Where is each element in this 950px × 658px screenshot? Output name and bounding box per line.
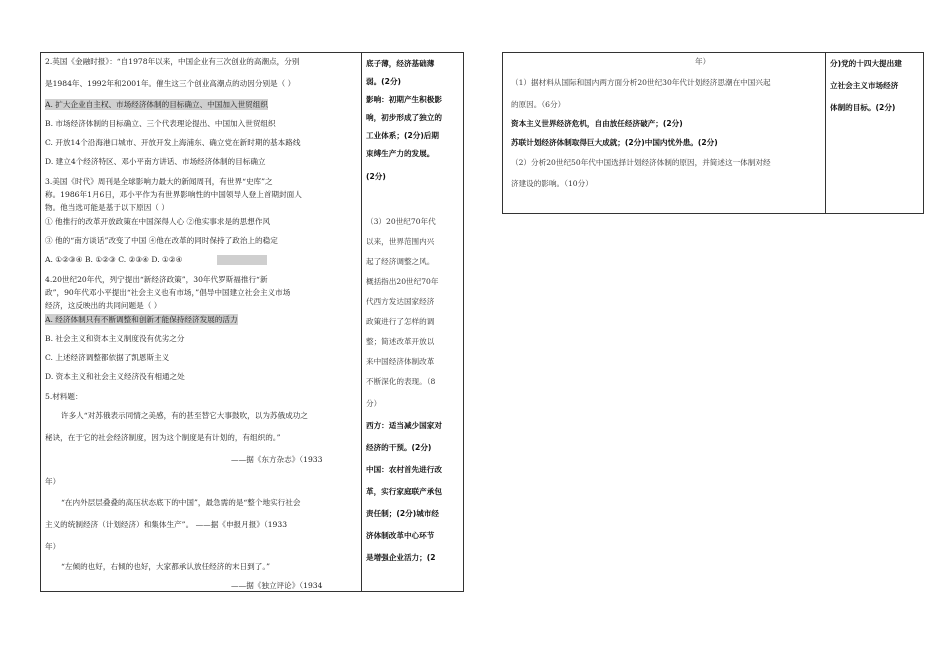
option-line: C. 开放14个沿海港口城市、开放开发上海浦东、确立党在新时期的基本路线 — [45, 138, 301, 147]
answer-line: 中国：农村首先进行改 — [366, 465, 442, 474]
question-line: 物。他当选可能是基于以下原因（ ） — [45, 203, 169, 212]
question-line: 经济，这反映出的共同问题是（ ） — [45, 301, 162, 310]
source-line: 年） — [45, 477, 61, 486]
answer-line: 响，初步形成了独立的 — [366, 113, 442, 122]
source-line: ——据《独立评论》（1934 — [231, 581, 323, 590]
question-line: （1）据材料从国际和国内两方面分析20世纪30年代计划经济思潮在中国兴起 — [511, 78, 771, 87]
question-line: ③ 他的“南方谈话”改变了中国 ④他在改革的同时保持了政治上的稳定 — [45, 236, 278, 245]
question-line: 4.20世纪20年代，列宁提出“新经济政策”，30年代罗斯福推行“新 — [45, 275, 268, 284]
question-line: 济建设的影响。（10分） — [511, 179, 593, 188]
highlighted-option: A. 扩大企业自主权、市场经济体制的目标确立、中国加入世贸组织 — [45, 100, 268, 109]
answer-line: 分)党的十四大提出建 — [830, 59, 902, 68]
question-line: （3）20世纪70年代 — [366, 217, 436, 226]
material-line: 秘诀，在于它的社会经济制度，因为这个制度是有计划的，有组织的。” — [45, 433, 281, 442]
material-line: 主义的统制经济（计划经济）和集体生产”。 ——据《申报月报》（1933 — [45, 520, 288, 529]
question-line: 5.材料题： — [45, 392, 83, 401]
option-line: B. 社会主义和资本主义制度没有优劣之分 — [45, 334, 185, 343]
option-line: D. 资本主义和社会主义经济没有相通之处 — [45, 372, 185, 381]
question-line: 是1984年、1992年和2001年。催生这三个创业高潮点的动因分别是（ ） — [45, 79, 296, 88]
left-table — [40, 52, 464, 592]
answer-line: 弱。(2分) — [366, 77, 402, 86]
answer-line: 是增强企业活力；(2 — [366, 553, 436, 562]
question-line: 分） — [366, 399, 382, 408]
source-line: 年） — [695, 57, 711, 66]
option-line: A. ①②③④ B. ①②③ C. ②③④ D. ①②④ — [45, 255, 183, 264]
answer-line: (2分) — [366, 172, 386, 181]
question-line: 概括指出20世纪70年 — [366, 277, 439, 286]
source-line: ——据《东方杂志》（1933 — [231, 455, 323, 464]
answer-line: 西方：适当减少国家对 — [366, 421, 442, 430]
answer-line: 工业体系；(2分)后期 — [366, 131, 439, 140]
right-question-column — [503, 53, 825, 213]
answer-line: 责任制；(2分)城市经 — [366, 509, 439, 518]
answer-line: 束缚生产力的发展。 — [366, 149, 435, 158]
answer-line: 经济的干预。(2分) — [366, 443, 432, 452]
answer-line: 底子薄，经济基础薄 — [366, 59, 435, 68]
question-line: 来中国经济体制改革 — [366, 357, 435, 366]
question-line: ① 他推行的改革开放政策在中国深得人心 ②他实事求是的思想作风 — [45, 217, 271, 226]
answer-line: 苏联计划经济体制取得巨大成就；(2分)中国内忧外患。(2分) — [511, 138, 718, 147]
question-line: 称。1986年1月6日，邓小平作为有世界影响性的中国领导人登上首期封面人 — [45, 190, 302, 199]
material-line: “左倾的也好，右倾的也好，大家都承认放任经济的末日到了。” — [61, 562, 270, 571]
question-line: 起了经济调整之风。 — [366, 257, 435, 266]
question-line: 不断深化的表现。（8 — [366, 377, 436, 386]
option-line: D. 建立4个经济特区、邓小平南方讲话、市场经济体制的目标确立 — [45, 157, 266, 166]
answer-line: 体制的目标。(2分) — [830, 103, 896, 112]
answer-column — [362, 53, 465, 591]
question-line: 3.美国《时代》周刊是全球影响力最大的新闻周刊，有世界“史库”之 — [45, 177, 273, 186]
question-line: 政策进行了怎样的调 — [366, 317, 435, 326]
source-line: 年） — [45, 542, 61, 551]
answer-highlight — [217, 255, 267, 265]
answer-line: 济体制改革中心环节 — [366, 531, 435, 540]
right-answer-column — [826, 53, 925, 213]
answer-line: 立社会主义市场经济 — [830, 81, 899, 90]
answer-line: 革，实行家庭联产承包 — [366, 487, 442, 496]
question-line: 代西方发达国家经济 — [366, 297, 435, 306]
answer-line: 资本主义世界经济危机，自由放任经济破产；(2分) — [511, 119, 683, 128]
material-line: “在内外层层叠叠的高压状态底下的中国”，最急需的是“整个地实行社会 — [61, 498, 301, 507]
option-line: B. 市场经济体制的目标确立、三个代表理论提出、中国加入世贸组织 — [45, 119, 276, 128]
question-line: （2）分析20世纪50年代中国选择计划经济体制的原因，并简述这一体制对经 — [511, 158, 771, 167]
answer-line: 影响：初期产生积极影 — [366, 95, 442, 104]
material-line: 许多人“对苏俄表示同情之美感，有的甚至替它大事鼓吹，以为苏俄成功之 — [61, 411, 308, 420]
option-line: C. 上述经济调整都依据了凯恩斯主义 — [45, 353, 170, 362]
question-line: 2.英国《金融时报》：“自1978年以来，中国企业有三次创业的高潮点，分别 — [45, 57, 300, 66]
highlighted-option: A. 经济体制只有不断调整和创新才能保持经济发展的活力 — [45, 315, 238, 324]
right-table — [502, 52, 924, 214]
question-column — [41, 53, 361, 591]
question-line: 以来，世界范围内兴 — [366, 237, 435, 246]
question-line: 整；简述改革开放以 — [366, 337, 435, 346]
question-line: 的原因。（6分） — [511, 100, 566, 109]
question-line: 政”，90年代邓小平提出“社会主义也有市场，”倡导中国建立社会主义市场 — [45, 288, 291, 297]
